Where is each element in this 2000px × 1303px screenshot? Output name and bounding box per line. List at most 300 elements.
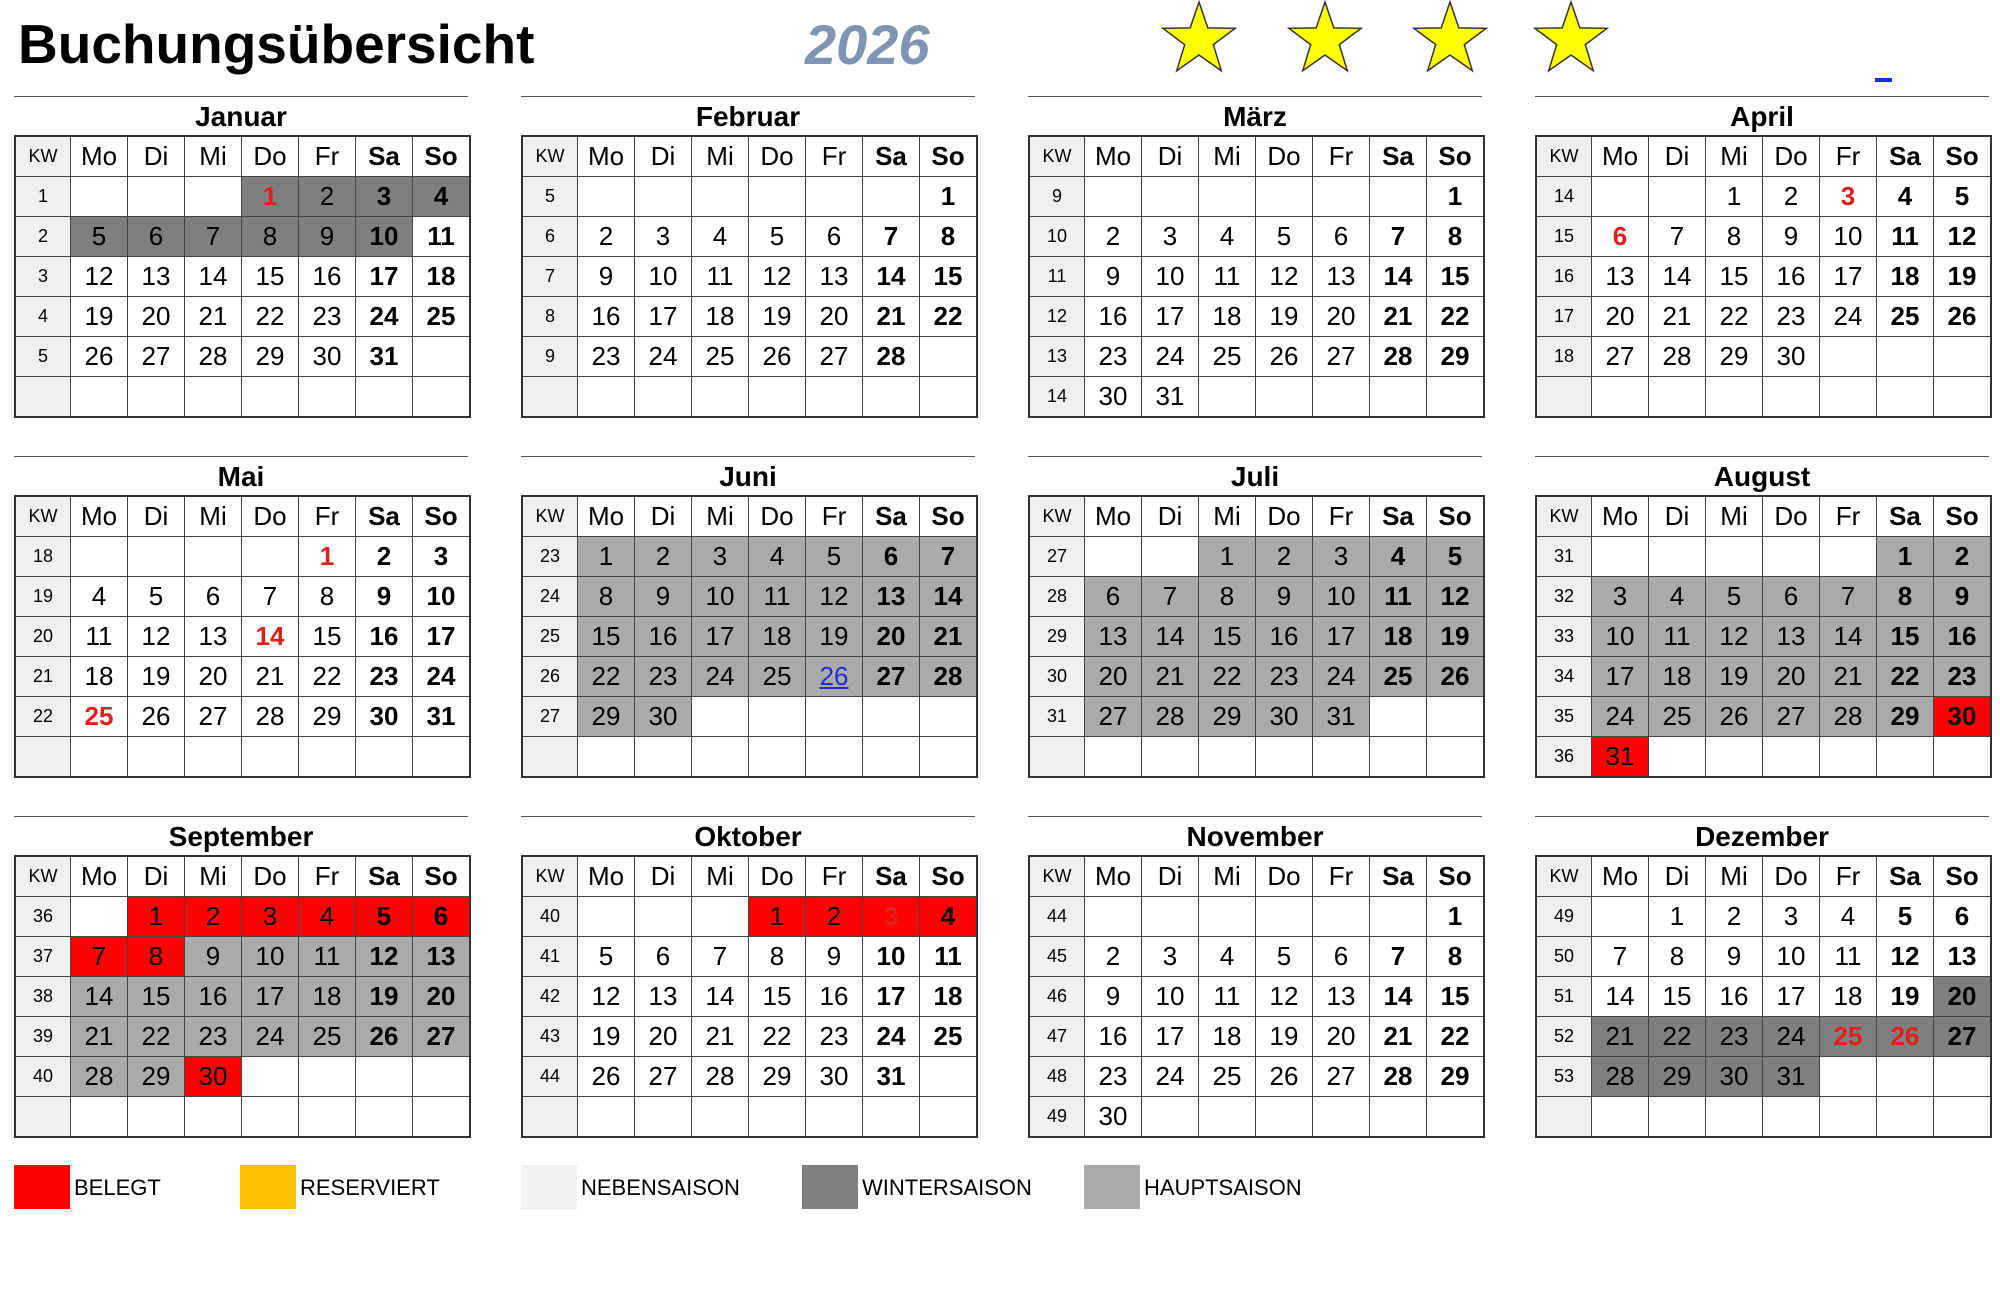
day-cell: 15 [242,257,299,297]
day-cell: 23 [299,297,356,337]
day-cell: 12 [356,937,413,977]
week-number: 9 [1029,177,1085,217]
day-cell: 16 [635,617,692,657]
legend-label: HAUPTSAISON [1144,1175,1302,1200]
day-cell: 27 [806,337,863,377]
month-8 [14,816,468,1138]
weekday-header: Mo [578,136,635,177]
week-number: 36 [15,897,71,937]
link-underline-mark[interactable] [1875,78,1892,82]
week-row [1536,617,1991,657]
legend-swatch [521,1165,577,1209]
day-cell: 17 [1313,617,1370,657]
empty-cell [1142,737,1199,778]
day-cell: 6 [1313,217,1370,257]
month-name: Juli [1028,456,1482,495]
legend-label: BELEGT [74,1175,161,1200]
day-cell: 21 [1142,657,1199,697]
week-number: 21 [15,657,71,697]
day-cell: 8 [749,937,806,977]
empty-cell [1313,377,1370,418]
day-cell: 4 [1820,897,1877,937]
empty-cell [1313,177,1370,217]
weekday-header: Mo [1592,496,1649,537]
day-cell: 20 [185,657,242,697]
day-cell: 9 [185,937,242,977]
day-cell: 17 [1820,257,1877,297]
week-number [1536,377,1592,418]
empty-cell [1313,897,1370,937]
day-cell: 17 [413,617,471,657]
day-cell: 27 [635,1057,692,1097]
day-cell: 10 [1820,217,1877,257]
empty-cell [749,1097,806,1138]
day-cell: 14 [1820,617,1877,657]
week-row [1029,657,1484,697]
week-number: 15 [1536,217,1592,257]
day-cell: 9 [1763,217,1820,257]
day-cell: 20 [806,297,863,337]
day-cell: 18 [1199,297,1256,337]
weekday-header-row [1536,136,1991,177]
empty-cell [1592,537,1649,577]
day-cell: 13 [1763,617,1820,657]
month-10 [1028,816,1482,1138]
weekday-header: Di [635,136,692,177]
day-cell: 4 [299,897,356,937]
day-cell: 19 [578,1017,635,1057]
day-cell: 23 [1706,1017,1763,1057]
week-number [522,377,578,418]
month-name: Juni [521,456,975,495]
empty-cell [1649,1097,1706,1138]
day-cell: 29 [1877,697,1934,737]
weekday-header: Do [1763,856,1820,897]
day-cell: 21 [1592,1017,1649,1057]
day-cell: 16 [578,297,635,337]
day-cell: 4 [1199,937,1256,977]
month-table [1028,495,1485,778]
week-number: 46 [1029,977,1085,1017]
day-cell: 12 [749,257,806,297]
day-cell: 14 [1370,257,1427,297]
empty-cell [1256,737,1313,778]
weekday-header: So [1427,136,1485,177]
weekday-header: Mi [1706,496,1763,537]
day-cell: 6 [185,577,242,617]
empty-cell [1592,377,1649,418]
weekday-header: So [1427,496,1485,537]
week-row [15,697,470,737]
weekday-header-row [1029,856,1484,897]
empty-cell [692,737,749,778]
day-cell: 10 [692,577,749,617]
day-cell: 10 [635,257,692,297]
week-number: 28 [1029,577,1085,617]
week-number [522,737,578,778]
day-cell: 22 [128,1017,185,1057]
weekday-header-row [522,136,977,177]
empty-cell [1085,177,1142,217]
day-cell: 4 [692,217,749,257]
empty-cell [1820,1057,1877,1097]
weekday-header: So [413,856,471,897]
week-number: 40 [15,1057,71,1097]
day-cell: 6 [128,217,185,257]
day-cell: 4 [1649,577,1706,617]
day-cell: 25 [749,657,806,697]
day-cell: 1 [128,897,185,937]
weekday-header: Di [1142,136,1199,177]
weekday-header: Do [749,136,806,177]
day-cell: 17 [356,257,413,297]
week-row [522,897,977,937]
empty-cell [1706,377,1763,418]
day-cell: 29 [1427,337,1485,377]
empty-cell [299,377,356,418]
day-cell: 30 [1934,697,1992,737]
day-cell: 21 [863,297,920,337]
week-row [15,337,470,377]
weekday-header: Di [635,496,692,537]
week-number: 24 [522,577,578,617]
empty-cell [1256,377,1313,418]
day-cell: 18 [692,297,749,337]
week-row [522,1057,977,1097]
day-cell: 5 [1934,177,1992,217]
month-name: Mai [14,456,468,495]
week-number: 43 [522,1017,578,1057]
day-cell: 12 [1934,217,1992,257]
day-cell: 8 [578,577,635,617]
weekday-header-row [1029,136,1484,177]
day-cell: 21 [185,297,242,337]
empty-cell [128,537,185,577]
week-row [1536,1017,1991,1057]
day-cell: 4 [71,577,128,617]
day-cell: 18 [920,977,978,1017]
day-cell: 6 [1934,897,1992,937]
week-number: 18 [15,537,71,577]
day-cell: 24 [413,657,471,697]
day-cell: 14 [242,617,299,657]
empty-cell [1592,1097,1649,1138]
day-cell: 8 [1199,577,1256,617]
day-cell: 28 [1820,697,1877,737]
day-cell: 10 [863,937,920,977]
empty-cell [863,1097,920,1138]
day-cell: 22 [1427,1017,1485,1057]
empty-cell [578,177,635,217]
day-cell: 11 [749,577,806,617]
day-cell: 25 [71,697,128,737]
day-cell: 24 [1142,1057,1199,1097]
day-cell: 21 [1649,297,1706,337]
empty-cell [356,1097,413,1138]
stars-svg [1145,0,1635,78]
empty-cell [128,1097,185,1138]
empty-cell [413,1097,471,1138]
week-number: 29 [1029,617,1085,657]
star-icon [1535,2,1607,71]
weekday-header: Fr [1820,856,1877,897]
weekday-header: Mo [1085,856,1142,897]
day-cell: 25 [692,337,749,377]
day-cell: 30 [1085,1097,1142,1138]
week-number: 52 [1536,1017,1592,1057]
day-cell: 21 [71,1017,128,1057]
day-cell: 26 [578,1057,635,1097]
week-row [15,577,470,617]
day-cell: 30 [1256,697,1313,737]
empty-cell [413,337,471,377]
weekday-header: Mo [578,856,635,897]
empty-cell [1763,537,1820,577]
day-cell: 9 [806,937,863,977]
day-cell: 15 [128,977,185,1017]
day-cell: 2 [1763,177,1820,217]
day-cell: 17 [692,617,749,657]
day-cell: 28 [185,337,242,377]
week-row [1536,377,1991,418]
week-row [1029,1017,1484,1057]
day-cell[interactable]: 26 [806,657,863,697]
day-cell: 1 [299,537,356,577]
month-name: Januar [14,96,468,135]
weekday-header: Do [749,856,806,897]
empty-cell [1256,1097,1313,1138]
day-cell: 31 [1592,737,1649,778]
day-cell: 22 [749,1017,806,1057]
day-cell: 22 [1706,297,1763,337]
day-cell: 26 [749,337,806,377]
day-cell: 9 [1934,577,1992,617]
empty-cell [749,377,806,418]
day-cell: 2 [1085,217,1142,257]
month-4 [14,456,468,778]
empty-cell [1199,897,1256,937]
week-number: 6 [522,217,578,257]
week-row [522,257,977,297]
month-11 [1535,816,1989,1138]
empty-cell [1877,1057,1934,1097]
empty-cell [920,1097,978,1138]
empty-cell [863,697,920,737]
empty-cell [1370,177,1427,217]
day-cell: 15 [1199,617,1256,657]
day-cell: 7 [242,577,299,617]
week-row [15,617,470,657]
day-cell: 7 [692,937,749,977]
empty-cell [242,377,299,418]
empty-cell [1256,177,1313,217]
day-cell: 6 [1763,577,1820,617]
empty-cell [1427,1097,1485,1138]
empty-cell [863,177,920,217]
day-cell: 30 [635,697,692,737]
day-cell: 13 [1592,257,1649,297]
day-cell: 10 [1142,977,1199,1017]
week-row [1029,577,1484,617]
empty-cell [1427,737,1485,778]
day-cell: 26 [1256,1057,1313,1097]
day-cell: 15 [578,617,635,657]
empty-cell [863,737,920,778]
empty-cell [1877,377,1934,418]
empty-cell [1934,1057,1992,1097]
week-row [15,177,470,217]
day-cell: 9 [635,577,692,617]
empty-cell [920,377,978,418]
day-cell: 25 [1199,1057,1256,1097]
day-cell: 2 [185,897,242,937]
day-cell: 23 [185,1017,242,1057]
empty-cell [1649,537,1706,577]
day-cell: 26 [1934,297,1992,337]
weekday-header-row [1536,856,1991,897]
day-cell: 1 [1427,897,1485,937]
day-cell: 27 [128,337,185,377]
day-cell: 16 [1085,297,1142,337]
day-cell: 29 [1706,337,1763,377]
empty-cell [1142,537,1199,577]
week-number: 33 [1536,617,1592,657]
week-number: 44 [522,1057,578,1097]
day-cell: 19 [356,977,413,1017]
kw-header: KW [522,136,578,177]
day-cell: 7 [1649,217,1706,257]
day-cell: 3 [635,217,692,257]
day-cell: 1 [1427,177,1485,217]
kw-header: KW [15,496,71,537]
day-cell: 25 [1820,1017,1877,1057]
weekday-header: Sa [356,856,413,897]
day-cell: 26 [1877,1017,1934,1057]
star-rating [1145,0,1635,78]
day-cell: 10 [1763,937,1820,977]
empty-cell [806,1097,863,1138]
empty-cell [128,377,185,418]
week-row [522,1017,977,1057]
day-cell: 24 [692,657,749,697]
month-table [14,855,471,1138]
week-number: 20 [15,617,71,657]
day-cell: 15 [1427,257,1485,297]
day-cell: 22 [242,297,299,337]
day-cell: 18 [749,617,806,657]
day-cell: 6 [1085,577,1142,617]
week-row [522,177,977,217]
weekday-header: Sa [1877,136,1934,177]
weekday-header: So [413,136,471,177]
empty-cell [185,377,242,418]
day-cell: 22 [920,297,978,337]
empty-cell [635,377,692,418]
star-icon [1414,2,1486,71]
legend-label: NEBENSAISON [581,1175,740,1200]
empty-cell [1763,377,1820,418]
day-cell: 2 [1085,937,1142,977]
day-cell: 2 [635,537,692,577]
day-cell: 19 [1256,1017,1313,1057]
week-row [1536,297,1991,337]
kw-header: KW [1536,856,1592,897]
week-number: 27 [522,697,578,737]
week-number: 27 [1029,537,1085,577]
day-cell: 8 [1427,217,1485,257]
week-row [522,617,977,657]
empty-cell [1427,377,1485,418]
day-cell: 5 [128,577,185,617]
kw-header: KW [522,496,578,537]
day-cell: 24 [1763,1017,1820,1057]
weekday-header: Mi [185,136,242,177]
weekday-header: Sa [1877,856,1934,897]
day-cell: 11 [692,257,749,297]
week-row [15,977,470,1017]
day-cell: 25 [1877,297,1934,337]
week-row [15,1097,470,1138]
empty-cell [1820,337,1877,377]
day-cell: 3 [356,177,413,217]
weekday-header: Fr [1313,496,1370,537]
week-number: 5 [15,337,71,377]
day-cell: 12 [578,977,635,1017]
day-cell: 21 [692,1017,749,1057]
empty-cell [413,377,471,418]
day-cell: 7 [71,937,128,977]
day-cell: 18 [1199,1017,1256,1057]
day-cell: 5 [1256,217,1313,257]
day-cell: 19 [1877,977,1934,1017]
month-table [521,135,978,418]
day-cell: 13 [1934,937,1992,977]
day-cell: 7 [920,537,978,577]
week-number: 50 [1536,937,1592,977]
day-cell: 19 [1256,297,1313,337]
day-cell: 10 [413,577,471,617]
day-cell: 28 [1370,1057,1427,1097]
week-row [1536,737,1991,778]
weekday-header: Mi [185,496,242,537]
empty-cell [1877,737,1934,778]
empty-cell [1934,337,1992,377]
week-row [15,537,470,577]
week-number [15,1097,71,1138]
day-cell: 19 [128,657,185,697]
weekday-header: Sa [356,496,413,537]
week-row [522,217,977,257]
day-cell: 22 [1649,1017,1706,1057]
day-cell: 8 [242,217,299,257]
week-number: 53 [1536,1057,1592,1097]
day-cell: 11 [1199,977,1256,1017]
week-number: 2 [15,217,71,257]
weekday-header: Mi [692,856,749,897]
day-cell: 8 [299,577,356,617]
day-cell: 24 [1142,337,1199,377]
empty-cell [242,737,299,778]
weekday-header: So [920,496,978,537]
weekday-header-row [15,856,470,897]
weekday-header: Di [128,136,185,177]
weekday-header: Do [242,496,299,537]
month-name: Dezember [1535,816,1989,855]
day-cell: 2 [578,217,635,257]
day-cell: 5 [1256,937,1313,977]
empty-cell [1199,177,1256,217]
week-number: 11 [1029,257,1085,297]
